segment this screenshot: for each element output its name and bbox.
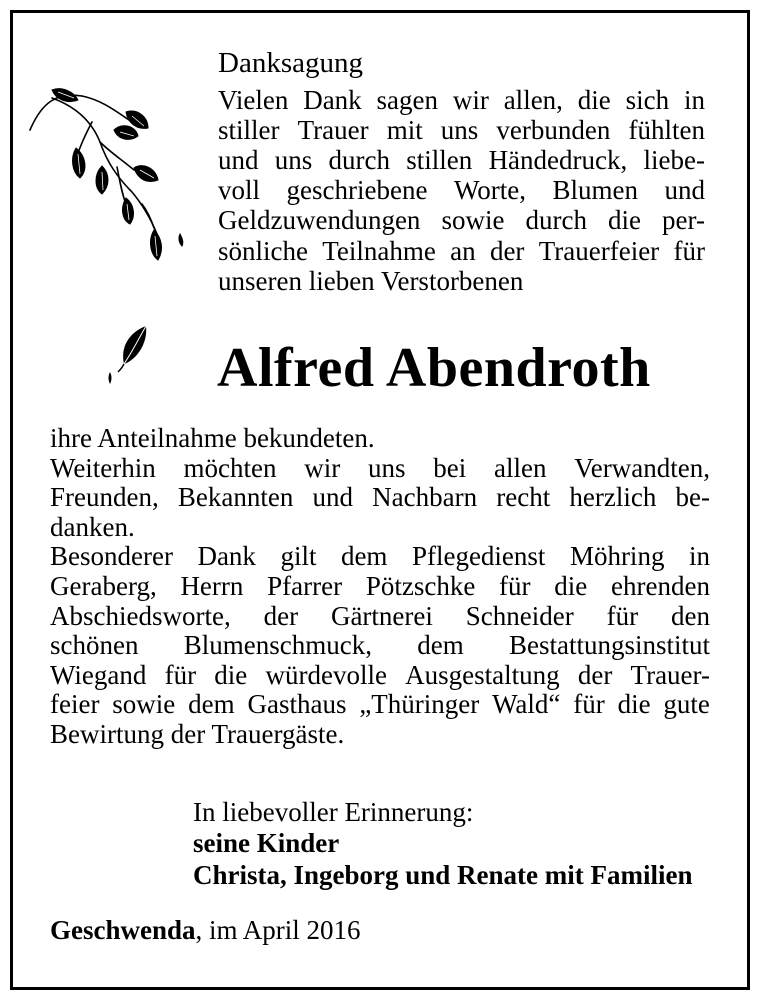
word: danken. xyxy=(50,511,135,542)
word: liebe- xyxy=(643,145,705,176)
word: uns xyxy=(274,145,313,176)
body-line xyxy=(50,424,375,453)
word: voll xyxy=(218,175,261,206)
intro-line xyxy=(218,206,705,235)
word: Pflegedienst xyxy=(411,541,546,572)
word: per- xyxy=(662,205,705,236)
word: verbunden xyxy=(496,115,611,146)
word: gute xyxy=(663,689,710,720)
place-date xyxy=(50,915,361,945)
word: allen, xyxy=(503,85,563,115)
word: Freunden, xyxy=(50,482,159,513)
word: „Thüringer xyxy=(359,689,480,720)
body-line xyxy=(50,661,710,690)
word: feier xyxy=(50,689,100,720)
word: würdevolle xyxy=(265,659,387,690)
word: dem xyxy=(417,630,464,661)
word: Nachbarn xyxy=(372,482,478,513)
word: Vielen xyxy=(218,85,289,115)
word: Trauerfeier xyxy=(538,235,660,266)
word: ehrenden xyxy=(611,571,710,601)
word: Herrn xyxy=(180,571,244,601)
word: sowie xyxy=(441,205,505,236)
word: be- xyxy=(675,482,710,513)
word: Trauer xyxy=(297,115,369,146)
word: dem xyxy=(188,689,235,720)
word: Bekannten xyxy=(177,482,294,513)
intro-line xyxy=(218,176,705,205)
word: die xyxy=(554,571,588,601)
word: dem xyxy=(340,541,388,572)
body-line xyxy=(50,602,710,631)
word: und xyxy=(218,145,259,176)
word: sich xyxy=(625,85,670,115)
word: Bestattungsinstitut xyxy=(508,630,710,661)
word: Besonderer xyxy=(50,541,173,572)
word: die xyxy=(608,205,642,236)
word: sowie xyxy=(112,689,176,720)
intro-line xyxy=(218,116,705,145)
word: Geldzuwendungen xyxy=(218,205,421,236)
word: schönen xyxy=(50,630,139,661)
body-line xyxy=(50,513,135,542)
body-line xyxy=(50,454,710,483)
word: für xyxy=(573,689,605,720)
word: in xyxy=(688,541,710,572)
word: Ausgestaltung xyxy=(405,659,560,690)
place: Geschwenda xyxy=(50,915,196,945)
body-line xyxy=(50,690,710,719)
word: Blumenschmuck, xyxy=(183,630,372,661)
body-line xyxy=(50,720,344,749)
word: in xyxy=(683,85,705,115)
word: die xyxy=(214,659,248,690)
body-line xyxy=(50,542,710,571)
word: stillen xyxy=(406,145,473,176)
word: für xyxy=(673,235,705,266)
deceased-name: Alfred Abendroth xyxy=(217,337,651,399)
word: uns xyxy=(440,115,479,146)
word: für xyxy=(499,571,531,601)
intro-line xyxy=(218,86,705,115)
word: Wiegand xyxy=(50,659,147,690)
word: für xyxy=(606,600,639,631)
word: unseren lieben Verstorbenen xyxy=(218,265,524,296)
word: durch xyxy=(328,145,391,176)
signature-names: Christa, Ingeborg und Renate mit Familien xyxy=(193,860,693,890)
word: Dank xyxy=(303,85,362,115)
word: sagen xyxy=(376,85,439,115)
word: geschriebene xyxy=(286,175,428,206)
word: Möhring xyxy=(569,541,665,572)
intro-line xyxy=(218,146,705,175)
word: den xyxy=(670,600,710,631)
word: Gasthaus xyxy=(247,689,347,720)
word: Händedruck, xyxy=(488,145,628,176)
word: gilt xyxy=(280,541,317,572)
word: Geraberg, xyxy=(50,571,157,601)
word: und xyxy=(664,175,705,206)
word: Abschiedsworte, xyxy=(50,600,231,631)
falling-leaf-icon xyxy=(100,322,156,388)
word: sönliche xyxy=(218,235,308,266)
word: fühlten xyxy=(628,115,705,146)
word: Schneider xyxy=(465,600,574,631)
word: Dank xyxy=(197,541,256,572)
word: an xyxy=(450,235,476,266)
body-line xyxy=(50,483,710,512)
signature-intro: In liebevoller Erinnerung: xyxy=(193,797,474,827)
word: ihre Anteilnahme bekundeten. xyxy=(50,423,375,453)
word: Blumen xyxy=(552,175,638,206)
date-text: , im April 2016 xyxy=(195,915,361,945)
word: stiller xyxy=(218,115,280,146)
word: herzlich xyxy=(569,482,657,513)
word: Wald“ xyxy=(492,689,561,720)
word: durch xyxy=(525,205,587,236)
word: wir xyxy=(304,452,341,483)
word: der xyxy=(263,600,299,631)
word: für xyxy=(164,659,197,690)
word: Teilnahme xyxy=(322,235,436,266)
word: Pötzschke xyxy=(365,571,476,601)
word: die xyxy=(617,689,651,720)
word: wir xyxy=(452,85,489,115)
word: mit xyxy=(386,115,423,146)
signature-relation: seine Kinder xyxy=(193,828,340,858)
word: der xyxy=(489,235,525,266)
body-line xyxy=(50,572,710,601)
intro-line xyxy=(218,267,523,296)
word: recht xyxy=(496,482,551,513)
word: die xyxy=(577,85,611,115)
word: Gärtnerei xyxy=(330,600,433,631)
word: Weiterhin xyxy=(50,452,156,483)
word: der xyxy=(577,659,613,690)
birch-branch-icon xyxy=(22,82,194,267)
word: Verwandten, xyxy=(574,452,710,483)
word: Worte, xyxy=(453,175,526,206)
intro-line xyxy=(218,237,705,266)
word: Trauer- xyxy=(630,659,710,690)
word: möchten xyxy=(183,452,277,483)
word: Bewirtung der Trauergäste. xyxy=(50,719,345,749)
word: allen xyxy=(494,452,547,483)
word: bei xyxy=(433,452,467,483)
word: und xyxy=(312,482,354,513)
body-line xyxy=(50,631,710,660)
word: uns xyxy=(368,452,406,483)
heading: Danksagung xyxy=(218,47,363,79)
word: Pfarrer xyxy=(267,571,343,601)
